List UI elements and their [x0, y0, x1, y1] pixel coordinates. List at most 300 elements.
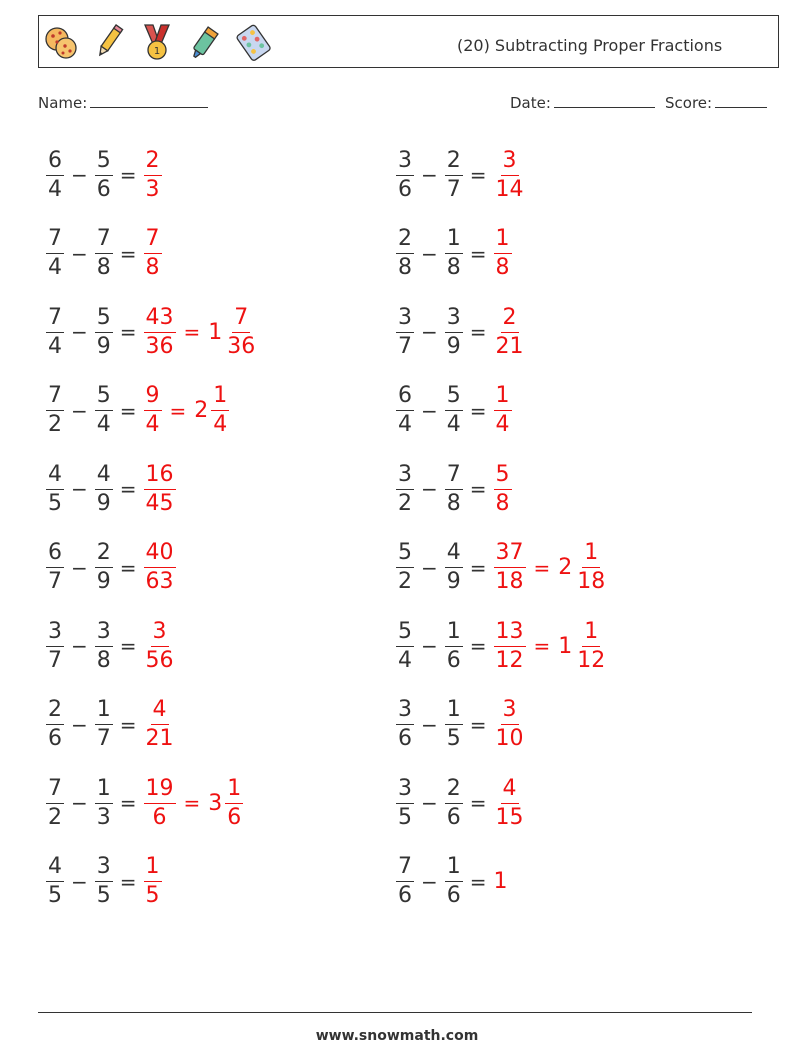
- minuend-fraction-numerator: 2: [396, 228, 414, 254]
- minuend-fraction: [396, 461, 414, 516]
- answer: [142, 699, 178, 750]
- answer-fraction-numerator: 3: [501, 699, 519, 725]
- subtrahend-fraction-denominator: 7: [446, 176, 461, 202]
- subtrahend-fraction-numerator: 1: [445, 228, 463, 254]
- answer-fraction: [144, 228, 162, 279]
- minuend-fraction: [396, 228, 414, 279]
- subtrahend-fraction-numerator: 2: [445, 778, 463, 804]
- problem-item: [394, 847, 508, 917]
- minus-sign: −: [421, 477, 438, 501]
- minus-sign: −: [71, 398, 88, 423]
- answer: [492, 869, 508, 894]
- score-blank[interactable]: [715, 94, 767, 108]
- minuend-fraction: [46, 385, 64, 436]
- problem-item: [394, 533, 609, 603]
- minuend-fraction-denominator: 4: [48, 255, 62, 280]
- problem-item: [44, 533, 178, 603]
- subtrahend-fraction-denominator: 9: [446, 333, 461, 359]
- minus-sign: −: [71, 712, 88, 737]
- footer-site: www.snowmath.com: [315, 1028, 479, 1044]
- minus-sign: −: [421, 869, 438, 894]
- minuend-fraction-numerator: 7: [46, 385, 64, 411]
- equals-sign: =: [119, 163, 137, 187]
- problem-item: [44, 297, 259, 367]
- answer-fraction-denominator: 8: [495, 490, 510, 516]
- minus-sign: −: [71, 634, 88, 658]
- mixed-fraction-numerator: 1: [225, 778, 243, 804]
- subtrahend-fraction-denominator: 3: [96, 804, 111, 830]
- equals-sign: =: [119, 791, 137, 815]
- answer-fraction: [144, 699, 176, 750]
- mixed-whole-number: 2: [558, 555, 573, 580]
- minuend-fraction-denominator: 5: [48, 490, 62, 516]
- answer-fraction-numerator: 1: [144, 856, 162, 882]
- subtrahend-fraction: [445, 618, 463, 673]
- mixed-fraction-denominator: 18: [577, 569, 606, 594]
- minuend-fraction: [46, 147, 64, 202]
- answer-fraction-denominator: 18: [495, 569, 524, 594]
- answer-fraction-numerator: 4: [151, 699, 169, 725]
- minus-sign: −: [71, 241, 88, 266]
- cookies-icon: [43, 22, 79, 62]
- answer-integer: 1: [493, 869, 508, 894]
- answer-fraction: [494, 461, 512, 516]
- minuend-fraction-denominator: 4: [48, 333, 62, 359]
- name-blank[interactable]: [90, 94, 208, 108]
- answer-fraction: [144, 542, 176, 593]
- equals-sign: =: [469, 477, 487, 501]
- answer-fraction-numerator: 9: [144, 385, 162, 411]
- minuend-fraction-numerator: 3: [396, 699, 414, 725]
- problem-item: [44, 454, 178, 524]
- answer-fraction-numerator: 1: [494, 385, 512, 411]
- subtrahend-fraction: [95, 618, 113, 673]
- answer-fraction-denominator: 8: [145, 255, 160, 280]
- equals-sign: =: [119, 634, 137, 658]
- mixed-fraction-numerator: 1: [211, 385, 229, 411]
- mixed-whole-number: 3: [208, 790, 223, 816]
- subtrahend-fraction-numerator: 2: [95, 542, 113, 568]
- answer-fraction: [144, 147, 162, 202]
- minuend-fraction: [396, 618, 414, 673]
- subtrahend-fraction-denominator: 7: [96, 726, 111, 751]
- answer: [142, 542, 178, 593]
- problem-item: [394, 454, 514, 524]
- problem-item: [44, 219, 164, 289]
- minuend-fraction: [396, 542, 414, 593]
- minuend-fraction: [396, 147, 414, 202]
- subtrahend-fraction: [445, 304, 463, 359]
- mixed-fraction: [225, 304, 257, 359]
- minuend-fraction: [396, 775, 414, 830]
- minuend-fraction: [46, 542, 64, 593]
- answer-fraction: [494, 147, 526, 202]
- subtrahend-fraction: [95, 461, 113, 516]
- problem-item: [394, 690, 528, 760]
- answer: [142, 147, 164, 202]
- minuend-fraction-denominator: 2: [48, 804, 62, 830]
- subtrahend-fraction-numerator: 5: [95, 150, 113, 176]
- minuend-fraction-numerator: 3: [396, 464, 414, 490]
- subtrahend-fraction: [95, 385, 113, 436]
- answer: [492, 775, 528, 830]
- minus-sign: −: [71, 477, 88, 501]
- subtrahend-fraction-numerator: 3: [445, 307, 463, 333]
- subtrahend-fraction-numerator: 5: [445, 385, 463, 411]
- answer: [142, 618, 178, 673]
- subtrahend-fraction: [445, 542, 463, 593]
- subtrahend-fraction-numerator: 4: [95, 464, 113, 490]
- subtrahend-fraction: [95, 147, 113, 202]
- minus-sign: −: [421, 555, 438, 580]
- medal-icon: [139, 22, 175, 62]
- svg-text:1: 1: [153, 46, 161, 57]
- subtrahend-fraction-denominator: 8: [96, 647, 111, 673]
- equals-sign: =: [119, 712, 137, 737]
- minuend-fraction-numerator: 3: [396, 778, 414, 804]
- subtrahend-fraction: [95, 228, 113, 279]
- subtrahend-fraction-numerator: 1: [95, 778, 113, 804]
- answer-fraction-denominator: 6: [152, 804, 167, 830]
- answer: [492, 542, 610, 593]
- minuend-fraction-numerator: 6: [46, 542, 64, 568]
- minuend-fraction-denominator: 4: [48, 176, 62, 202]
- subtrahend-fraction-denominator: 9: [446, 569, 461, 594]
- minuend-fraction-numerator: 3: [396, 150, 414, 176]
- mixed-whole-number: 1: [558, 633, 573, 659]
- answer-fraction-numerator: 13: [494, 621, 526, 647]
- answer: [142, 304, 260, 359]
- subtrahend-fraction-denominator: 6: [446, 883, 461, 908]
- minuend-fraction: [46, 618, 64, 673]
- answer: [492, 385, 514, 436]
- subtrahend-fraction-denominator: 5: [96, 883, 111, 908]
- minuend-fraction: [46, 856, 64, 907]
- minuend-fraction-denominator: 6: [398, 176, 412, 202]
- minuend-fraction-denominator: 6: [398, 726, 412, 751]
- answer: [142, 461, 178, 516]
- answer: [142, 385, 232, 436]
- subtrahend-fraction-denominator: 9: [96, 569, 111, 594]
- minus-sign: −: [421, 634, 438, 658]
- minuend-fraction: [46, 699, 64, 750]
- mixed-fraction-denominator: 6: [227, 804, 242, 830]
- equals-sign: =: [119, 398, 137, 423]
- equals-sign: =: [469, 712, 487, 737]
- answer-fraction: [494, 542, 526, 593]
- subtrahend-fraction-denominator: 6: [96, 176, 111, 202]
- answer-fraction-denominator: 45: [145, 490, 174, 516]
- problem-item: [44, 611, 178, 681]
- minuend-fraction: [396, 304, 414, 359]
- minuend-fraction-numerator: 3: [396, 307, 414, 333]
- marker-icon: [187, 22, 223, 62]
- equals-sign: =: [119, 477, 137, 501]
- worksheet-title: (20) Subtracting Proper Fractions: [457, 36, 723, 55]
- mixed-equals-sign: =: [183, 791, 201, 815]
- mixed-equals-sign: =: [169, 398, 187, 423]
- minuend-fraction-numerator: 5: [396, 542, 414, 568]
- minuend-fraction-denominator: 2: [398, 569, 412, 594]
- minus-sign: −: [71, 555, 88, 580]
- answer-fraction: [494, 775, 526, 830]
- minuend-fraction-denominator: 7: [398, 333, 412, 359]
- minuend-fraction: [46, 228, 64, 279]
- answer-fraction: [144, 304, 176, 359]
- mixed-whole-number: 1: [208, 319, 223, 345]
- mixed-fraction: [211, 385, 229, 436]
- subtrahend-fraction: [445, 461, 463, 516]
- answer: [142, 228, 164, 279]
- date-field: [510, 94, 655, 112]
- footer-divider: [38, 1012, 752, 1013]
- subtrahend-fraction: [95, 304, 113, 359]
- answer-fraction-numerator: 19: [144, 778, 176, 804]
- answer-fraction-denominator: 21: [145, 726, 174, 751]
- problem-item: [44, 768, 245, 838]
- subtrahend-fraction-numerator: 1: [445, 856, 463, 882]
- subtrahend-fraction: [95, 699, 113, 750]
- answer: [142, 775, 246, 830]
- mixed-fraction: [225, 775, 243, 830]
- answer-fraction-numerator: 7: [144, 228, 162, 254]
- answer-fraction-numerator: 40: [144, 542, 176, 568]
- answer-fraction-numerator: 3: [151, 621, 169, 647]
- minuend-fraction-denominator: 2: [48, 412, 62, 437]
- minus-sign: −: [421, 398, 438, 423]
- answer-fraction: [494, 385, 512, 436]
- subtrahend-fraction-denominator: 8: [446, 490, 461, 516]
- mixed-equals-sign: =: [533, 634, 551, 658]
- subtrahend-fraction-denominator: 4: [446, 412, 461, 437]
- subtrahend-fraction-numerator: 1: [445, 699, 463, 725]
- equals-sign: =: [469, 555, 487, 580]
- subtrahend-fraction: [445, 147, 463, 202]
- mixed-fraction: [575, 542, 607, 593]
- minus-sign: −: [71, 791, 88, 815]
- answer-fraction-numerator: 43: [144, 307, 176, 333]
- minuend-fraction-numerator: 7: [46, 778, 64, 804]
- minuend-fraction: [396, 699, 414, 750]
- equals-sign: =: [119, 320, 137, 344]
- mixed-fraction-numerator: 1: [582, 621, 600, 647]
- minus-sign: −: [421, 320, 438, 344]
- header-icons: [43, 19, 271, 65]
- equals-sign: =: [469, 791, 487, 815]
- minuend-fraction: [46, 775, 64, 830]
- answer-fraction: [494, 228, 512, 279]
- subtrahend-fraction: [445, 775, 463, 830]
- problem-item: [394, 376, 514, 446]
- subtrahend-fraction: [95, 775, 113, 830]
- subtrahend-fraction-numerator: 5: [95, 307, 113, 333]
- mixed-whole-number: 2: [194, 398, 209, 423]
- answer-fraction-numerator: 37: [494, 542, 526, 568]
- subtrahend-fraction-denominator: 8: [446, 255, 461, 280]
- problem-item: [394, 297, 528, 367]
- answer-fraction: [494, 304, 526, 359]
- problem-item: [44, 376, 231, 446]
- subtrahend-fraction-numerator: 7: [95, 228, 113, 254]
- answer-fraction-denominator: 3: [145, 176, 160, 202]
- answer-fraction: [144, 775, 176, 830]
- minuend-fraction-denominator: 6: [48, 726, 62, 751]
- answer-fraction-numerator: 16: [144, 464, 176, 490]
- minuend-fraction-numerator: 7: [46, 228, 64, 254]
- date-label: Date:: [510, 94, 551, 112]
- minuend-fraction-denominator: 7: [48, 569, 62, 594]
- minuend-fraction-numerator: 4: [46, 856, 64, 882]
- minuend-fraction: [396, 856, 414, 907]
- answer-fraction: [494, 699, 526, 750]
- answer-fraction-numerator: 3: [501, 150, 519, 176]
- mixed-fraction-numerator: 1: [582, 542, 600, 568]
- subtrahend-fraction-numerator: 1: [445, 621, 463, 647]
- subtrahend-fraction: [445, 699, 463, 750]
- problem-item: [44, 847, 164, 917]
- score-field: [665, 94, 767, 112]
- worksheet-header: [38, 15, 779, 68]
- answer-fraction-denominator: 63: [145, 569, 174, 594]
- answer-fraction: [144, 385, 162, 436]
- minus-sign: −: [71, 163, 88, 187]
- minuend-fraction-denominator: 8: [398, 255, 412, 280]
- equals-sign: =: [469, 320, 487, 344]
- subtrahend-fraction-numerator: 1: [95, 699, 113, 725]
- minuend-fraction-denominator: 7: [48, 647, 62, 673]
- equals-sign: =: [469, 869, 487, 894]
- answer: [492, 228, 514, 279]
- mixed-fraction: [575, 618, 607, 673]
- subtrahend-fraction-numerator: 7: [445, 464, 463, 490]
- answer-fraction: [144, 856, 162, 907]
- problem-item: [44, 690, 178, 760]
- problem-item: [394, 611, 609, 681]
- answer-fraction-denominator: 4: [145, 412, 160, 437]
- minuend-fraction-denominator: 5: [48, 883, 62, 908]
- equals-sign: =: [469, 163, 487, 187]
- answer-fraction-numerator: 1: [494, 228, 512, 254]
- subtrahend-fraction-denominator: 6: [446, 804, 461, 830]
- answer-fraction-numerator: 5: [494, 464, 512, 490]
- date-blank[interactable]: [554, 94, 655, 108]
- minus-sign: −: [421, 241, 438, 266]
- answer-fraction-denominator: 4: [495, 412, 510, 437]
- equals-sign: =: [469, 398, 487, 423]
- minus-sign: −: [421, 712, 438, 737]
- subtrahend-fraction: [445, 856, 463, 907]
- mixed-equals-sign: =: [183, 320, 201, 344]
- subtrahend-fraction-numerator: 3: [95, 621, 113, 647]
- problem-item: [394, 768, 528, 838]
- problem-item: [44, 140, 164, 210]
- minuend-fraction-numerator: 4: [46, 464, 64, 490]
- answer-fraction-numerator: 2: [501, 307, 519, 333]
- name-label: Name:: [38, 94, 88, 112]
- subtrahend-fraction-denominator: 4: [96, 412, 111, 437]
- subtrahend-fraction: [95, 856, 113, 907]
- mixed-fraction-denominator: 36: [227, 333, 256, 359]
- answer: [142, 856, 164, 907]
- minuend-fraction-numerator: 5: [396, 621, 414, 647]
- answer-fraction: [144, 618, 176, 673]
- minus-sign: −: [71, 869, 88, 894]
- minuend-fraction: [46, 304, 64, 359]
- minus-sign: −: [421, 163, 438, 187]
- minus-sign: −: [71, 320, 88, 344]
- answer: [492, 618, 610, 673]
- answer-fraction-denominator: 5: [145, 883, 160, 908]
- subtrahend-fraction-denominator: 9: [96, 333, 111, 359]
- minuend-fraction-denominator: 5: [398, 804, 412, 830]
- answer-fraction-denominator: 14: [495, 176, 524, 202]
- answer-fraction-numerator: 4: [501, 778, 519, 804]
- minuend-fraction-numerator: 7: [396, 856, 414, 882]
- score-label: Score:: [665, 94, 713, 112]
- answer-fraction-denominator: 56: [145, 647, 174, 673]
- minus-sign: −: [421, 791, 438, 815]
- subtrahend-fraction-numerator: 3: [95, 856, 113, 882]
- answer-fraction: [144, 461, 176, 516]
- minuend-fraction-denominator: 4: [398, 647, 412, 673]
- subtrahend-fraction: [445, 385, 463, 436]
- equals-sign: =: [119, 869, 137, 894]
- minuend-fraction-denominator: 6: [398, 883, 412, 908]
- answer-fraction: [494, 618, 526, 673]
- equals-sign: =: [469, 634, 487, 658]
- minuend-fraction-numerator: 6: [46, 150, 64, 176]
- subtrahend-fraction-numerator: 4: [445, 542, 463, 568]
- answer: [492, 147, 528, 202]
- mixed-fraction-numerator: 7: [232, 307, 250, 333]
- answer-fraction-denominator: 12: [495, 647, 524, 673]
- answer-fraction-denominator: 10: [495, 726, 524, 751]
- name-field: [38, 94, 208, 112]
- problem-item: [394, 140, 528, 210]
- answer: [492, 699, 528, 750]
- equals-sign: =: [119, 241, 137, 266]
- subtrahend-fraction: [445, 228, 463, 279]
- subtrahend-fraction-denominator: 5: [446, 726, 461, 751]
- subtrahend-fraction-denominator: 6: [446, 647, 461, 673]
- pill-pack-icon: [235, 22, 271, 62]
- answer: [492, 304, 528, 359]
- subtrahend-fraction-denominator: 9: [96, 490, 111, 516]
- answer-fraction-denominator: 21: [495, 333, 524, 359]
- answer-fraction-denominator: 8: [495, 255, 510, 280]
- minuend-fraction-numerator: 6: [396, 385, 414, 411]
- subtrahend-fraction-denominator: 8: [96, 255, 111, 280]
- minuend-fraction-numerator: 2: [46, 699, 64, 725]
- minuend-fraction-denominator: 2: [398, 490, 412, 516]
- subtrahend-fraction: [95, 542, 113, 593]
- minuend-fraction-numerator: 3: [46, 621, 64, 647]
- minuend-fraction: [396, 385, 414, 436]
- minuend-fraction-numerator: 7: [46, 307, 64, 333]
- pencil-icon: [91, 22, 127, 62]
- answer-fraction-numerator: 2: [144, 150, 162, 176]
- mixed-fraction-denominator: 12: [577, 647, 606, 673]
- mixed-fraction-denominator: 4: [213, 412, 228, 437]
- answer-fraction-denominator: 36: [145, 333, 174, 359]
- equals-sign: =: [119, 555, 137, 580]
- minuend-fraction-denominator: 4: [398, 412, 412, 437]
- problem-item: [394, 219, 514, 289]
- equals-sign: =: [469, 241, 487, 266]
- subtrahend-fraction-numerator: 2: [445, 150, 463, 176]
- answer: [492, 461, 514, 516]
- answer-fraction-denominator: 15: [495, 804, 524, 830]
